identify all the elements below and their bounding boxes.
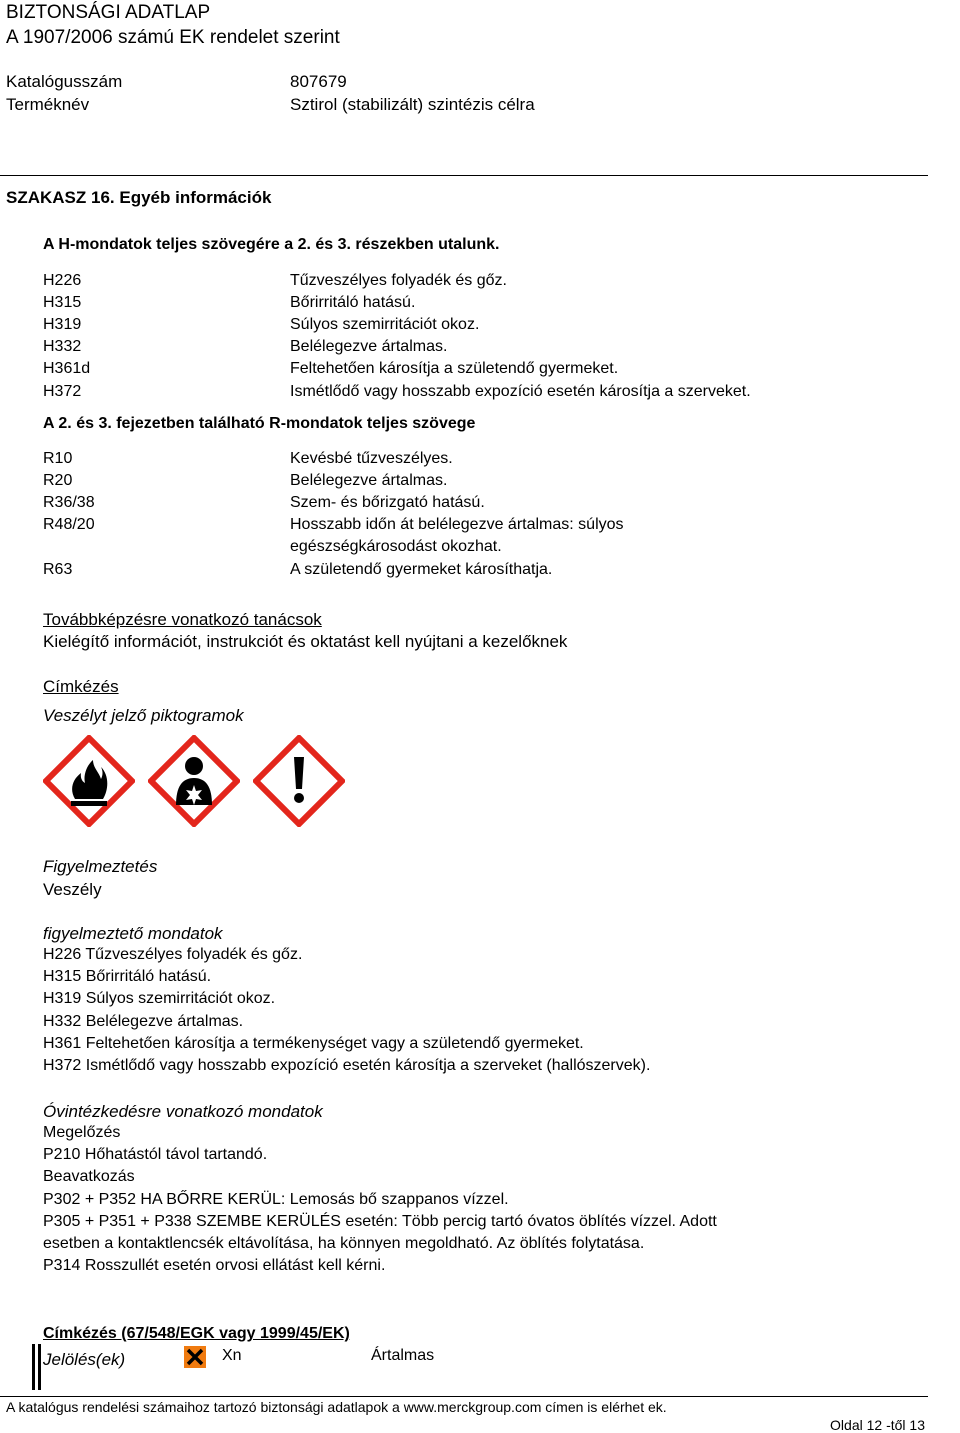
precaution-line: Megelőzés (43, 1124, 121, 1141)
precaution-line: Beavatkozás (43, 1168, 135, 1185)
product-name-label: Terméknév (6, 95, 90, 114)
h-statement-code: H319 (43, 316, 82, 333)
r-statement-text: Szem- és bőrizgató hatású. (290, 494, 485, 511)
hazard-statement: H361 Feltehetően károsítja a termékenységet vagy a születendő gyermeket. (43, 1035, 584, 1052)
revision-bar (32, 1344, 35, 1390)
symbol-name: Ártalmas (371, 1347, 435, 1364)
precaution-line: P302 + P352 HA BŐRRE KERÜL: Lemosás bő szappanos vízzel. (43, 1191, 509, 1208)
document-title: BIZTONSÁGI ADATLAP (6, 2, 211, 23)
section-title: SZAKASZ 16. Egyéb információk (6, 188, 272, 207)
r-statement-text: Kevésbé tűzveszélyes. (290, 450, 453, 467)
h-statement-text: Belélegezve ártalmas. (290, 338, 448, 355)
signal-word-label: Figyelmeztetés (43, 857, 158, 876)
hazard-statement: H226 Tűzveszélyes folyadék és gőz. (43, 946, 303, 963)
exclamation-icon (253, 735, 345, 832)
r-statement-code: R20 (43, 472, 73, 489)
r-statement-code: R63 (43, 561, 73, 578)
precaution-statements-label: Óvintézkedésre vonatkozó mondatok (43, 1102, 323, 1121)
labeling-heading: Címkézés (43, 677, 119, 696)
h-statement-code: H332 (43, 338, 82, 355)
h-statement-text: Bőrirritáló hatású. (290, 294, 416, 311)
h-statement-code: H372 (43, 383, 82, 400)
page-number: Oldal 12 -től 13 (830, 1417, 925, 1433)
h-statement-text: Feltehetően károsítja a születendő gyermeket. (290, 360, 619, 377)
hazard-statement: H372 Ismétlődő vagy hosszabb expozíció esetén károsítja a szerveket (hallószervek). (43, 1057, 651, 1074)
r-statement-code: R10 (43, 450, 73, 467)
catalog-number-value: 807679 (290, 72, 347, 91)
h-statement-text: Ismétlődő vagy hosszabb expozíció esetén károsítja a szerveket. (290, 383, 751, 400)
symbol-code: Xn (222, 1347, 242, 1364)
harmful-x-icon (184, 1346, 206, 1373)
h-statement-text: Súlyos szemirritációt okoz. (290, 316, 480, 333)
revision-bar (38, 1344, 41, 1390)
h-statements-intro: A H-mondatok teljes szövegére a 2. és 3. részekben utalunk. (43, 236, 500, 253)
r-statement-code: R36/38 (43, 494, 95, 511)
h-statement-text: Tűzveszélyes folyadék és gőz. (290, 272, 507, 289)
r-statement-text: egészségkárosodást okozhat. (290, 538, 502, 555)
hazard-statement: H315 Bőrirritáló hatású. (43, 968, 212, 985)
precaution-line: P314 Rosszullét esetén orvosi ellátást kell kérni. (43, 1257, 386, 1274)
health-hazard-icon (148, 735, 240, 832)
hazard-statement: H332 Belélegezve ártalmas. (43, 1013, 244, 1030)
r-statement-text: A születendő gyermeket károsíthatja. (290, 561, 553, 578)
hazard-statement: H319 Súlyos szemirritációt okoz. (43, 990, 276, 1007)
training-heading: Továbbképzésre vonatkozó tanácsok (43, 610, 322, 629)
h-statement-code: H361d (43, 360, 91, 377)
r-statement-text: Belélegezve ártalmas. (290, 472, 448, 489)
product-name-value: Sztirol (stabilizált) szintézis célra (290, 95, 535, 114)
precaution-line: esetben a kontaktlencsék eltávolítása, ha könnyen megoldható. Az öblítés folytatása. (43, 1235, 645, 1252)
flame-icon (43, 735, 135, 832)
pictograms-label: Veszélyt jelző piktogramok (43, 706, 244, 725)
precaution-line: P305 + P351 + P338 SZEMBE KERÜLÉS esetén: Több percig tartó óvatos öblítés vízzel. Adott (43, 1213, 717, 1230)
regulation-subtitle: A 1907/2006 számú EK rendelet szerint (6, 27, 340, 48)
r-statements-intro: A 2. és 3. fejezetben található R-mondatok teljes szövege (43, 415, 476, 432)
footer-divider (0, 1396, 928, 1397)
footer-note: A katalógus rendelési számaihoz tartozó biztonsági adatlapok a www.merckgroup.com címen is elérhet ek. (6, 1399, 667, 1415)
r-statement-text: Hosszabb időn át belélegezve ártalmas: súlyos (290, 516, 624, 533)
section-divider (0, 175, 928, 176)
signal-word-value: Veszély (43, 880, 102, 899)
r-statement-code: R48/20 (43, 516, 95, 533)
catalog-number-label: Katalógusszám (6, 72, 123, 91)
eu-labeling-heading: Címkézés (67/548/EGK vagy 1999/45/EK) (43, 1325, 350, 1342)
symbol-label: Jelölés(ek) (43, 1350, 126, 1369)
hazard-statements-label: figyelmeztető mondatok (43, 924, 223, 943)
training-text: Kielégítő információt, instrukciót és oktatást kell nyújtani a kezelőknek (43, 632, 568, 651)
h-statement-code: H315 (43, 294, 82, 311)
h-statement-code: H226 (43, 272, 82, 289)
precaution-line: P210 Hőhatástól távol tartandó. (43, 1146, 268, 1163)
